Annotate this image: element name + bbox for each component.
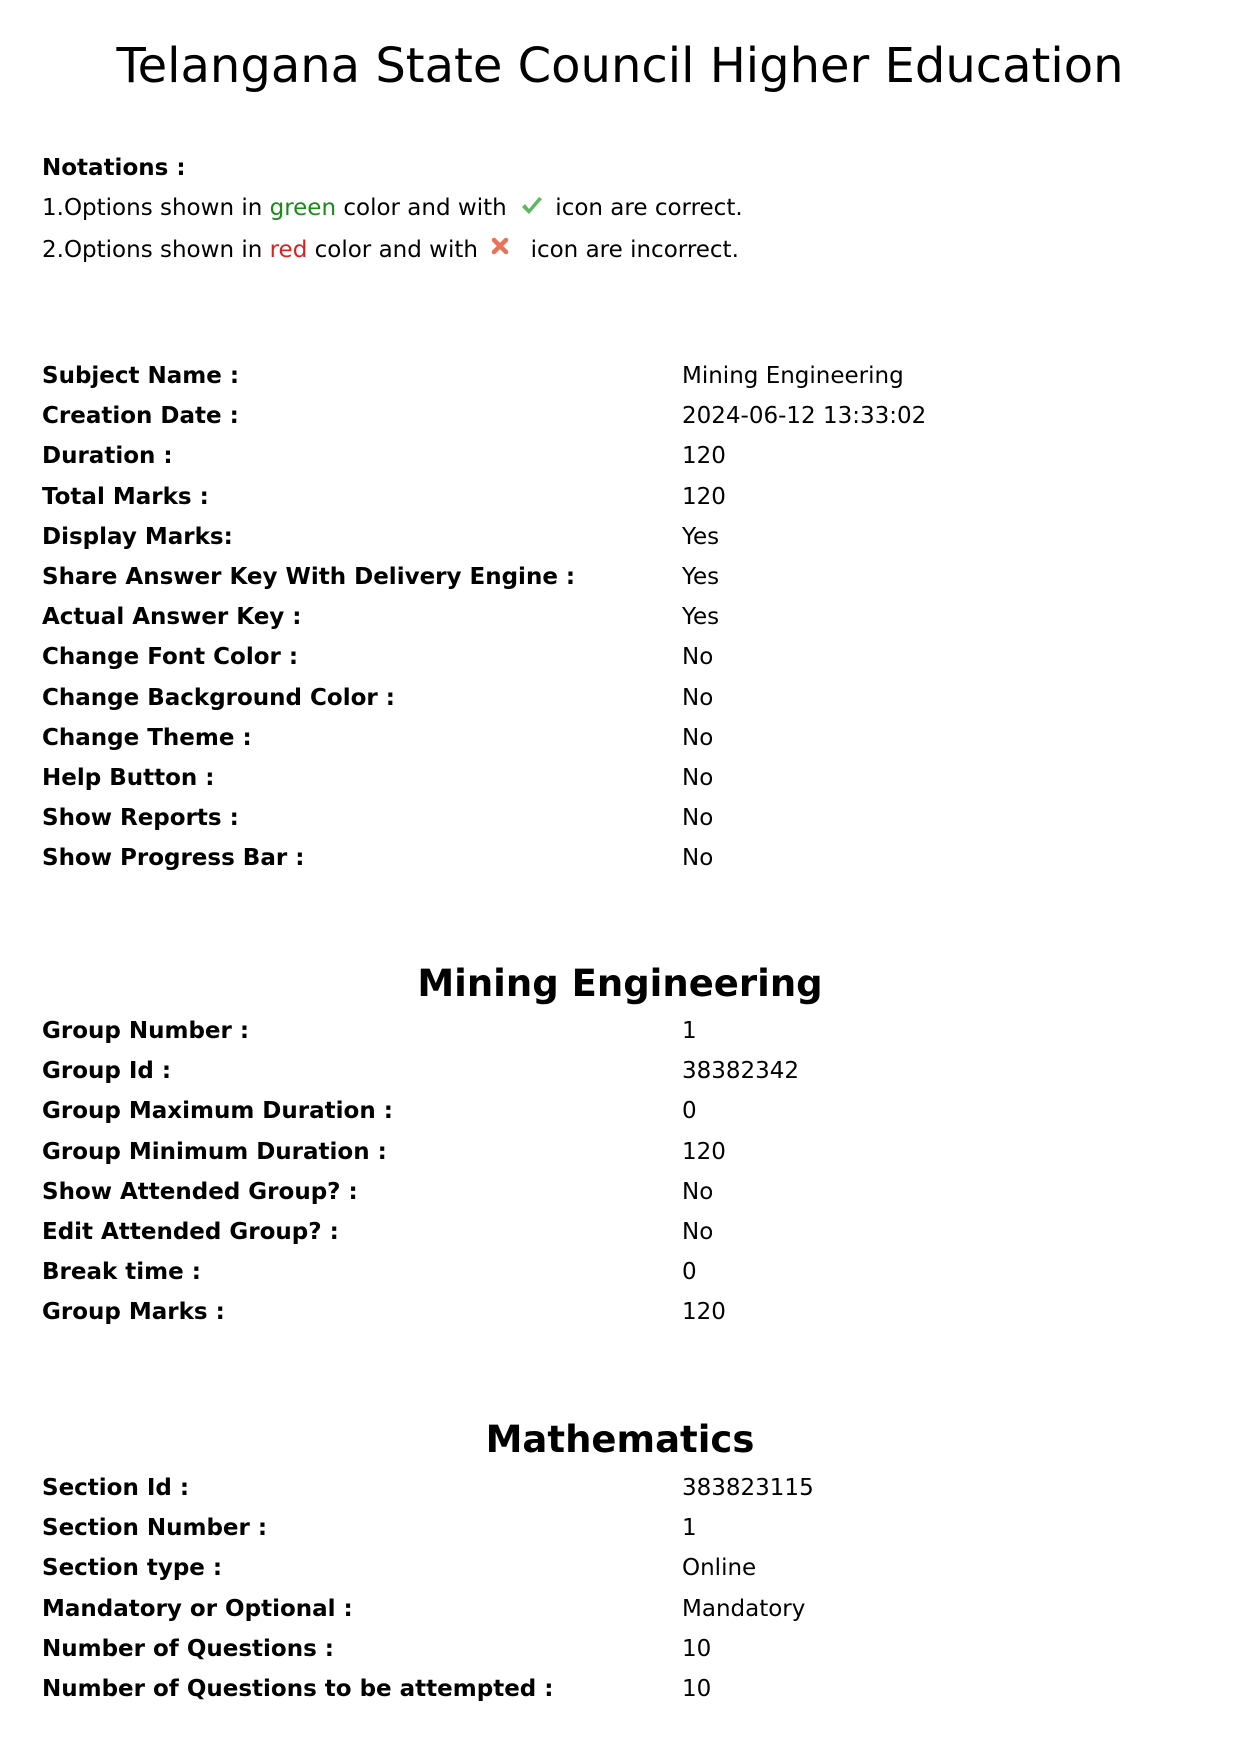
info-row [42, 1508, 1198, 1548]
info-label: Share Answer Key With Delivery Engine : [42, 564, 576, 591]
info-label: Group Maximum Duration : [42, 1098, 393, 1125]
info-value: Online [682, 1555, 757, 1582]
info-row [42, 1132, 1198, 1172]
info-value: 1 [682, 1515, 697, 1542]
info-row [42, 1548, 1198, 1588]
info-label: Break time : [42, 1259, 201, 1286]
info-value: No [682, 1219, 714, 1246]
info-value: 120 [682, 1138, 726, 1165]
info-label: Change Font Color : [42, 644, 299, 671]
info-row [42, 396, 1198, 436]
info-row [42, 1669, 1198, 1709]
info-label: Section type : [42, 1555, 223, 1582]
info-label: Number of Questions : [42, 1635, 334, 1662]
info-label: Duration : [42, 443, 173, 470]
info-value: No [682, 724, 714, 751]
info-row [42, 637, 1198, 677]
info-label: Mandatory or Optional : [42, 1595, 353, 1622]
info-value: 0 [682, 1098, 697, 1125]
info-row [42, 477, 1198, 517]
notation-text: color and with [336, 195, 514, 221]
info-row [42, 1468, 1198, 1508]
group-title: Mining Engineering [417, 962, 823, 1005]
group-info-table [42, 1011, 1198, 1333]
notation-text: 2.Options shown in [42, 237, 270, 263]
info-row [42, 1292, 1198, 1332]
info-value: No [682, 644, 714, 671]
info-value: 120 [682, 483, 726, 510]
info-value: No [682, 684, 714, 711]
notations-block [42, 148, 743, 270]
info-value: Yes [682, 564, 720, 591]
info-row [42, 517, 1198, 557]
info-value: Mining Engineering [682, 363, 904, 390]
notation-incorrect-line [42, 228, 743, 270]
info-label: Edit Attended Group? : [42, 1219, 339, 1246]
info-value: No [682, 764, 714, 791]
info-label: Group Minimum Duration : [42, 1138, 387, 1165]
info-label: Subject Name : [42, 363, 240, 390]
info-label: Section Id : [42, 1475, 190, 1502]
info-value: 120 [682, 1299, 726, 1326]
info-value: No [682, 845, 714, 872]
info-label: Change Theme : [42, 724, 252, 751]
info-label: Show Progress Bar : [42, 845, 305, 872]
info-row [42, 1172, 1198, 1212]
info-label: Help Button : [42, 764, 215, 791]
info-value: Mandatory [682, 1595, 806, 1622]
info-row [42, 1629, 1198, 1669]
info-row [42, 436, 1198, 476]
info-row [42, 1011, 1198, 1051]
info-value: 2024-06-12 13:33:02 [682, 403, 927, 430]
section-info-table [42, 1468, 1198, 1709]
info-row [42, 597, 1198, 637]
info-value: 1 [682, 1018, 697, 1045]
info-label: Group Number : [42, 1018, 250, 1045]
info-value: 120 [682, 443, 726, 470]
info-value: 38382342 [682, 1058, 800, 1085]
info-label: Total Marks : [42, 483, 209, 510]
page-title: Telangana State Council Higher Education [116, 38, 1124, 94]
cross-icon [491, 228, 515, 252]
info-label: Display Marks: [42, 523, 233, 550]
section-title: Mathematics [485, 1418, 755, 1461]
notation-text: 1.Options shown in [42, 195, 270, 221]
info-label: Section Number : [42, 1515, 268, 1542]
info-value: 10 [682, 1635, 712, 1662]
info-row [42, 798, 1198, 838]
info-row [42, 1252, 1198, 1292]
green-color-word: green [269, 195, 337, 221]
info-label: Group Id : [42, 1058, 172, 1085]
info-row [42, 356, 1198, 396]
info-value: 10 [682, 1676, 712, 1703]
info-row [42, 557, 1198, 597]
notations-heading: Notations : [42, 155, 186, 181]
info-label: Creation Date : [42, 403, 239, 430]
info-row [42, 1091, 1198, 1131]
info-row [42, 718, 1198, 758]
info-row [42, 1589, 1198, 1629]
info-label: Show Attended Group? : [42, 1178, 358, 1205]
notation-correct-line [42, 188, 743, 228]
notation-text: icon are correct. [548, 195, 743, 221]
info-value: No [682, 805, 714, 832]
info-label: Number of Questions to be attempted : [42, 1676, 554, 1703]
info-label: Group Marks : [42, 1299, 225, 1326]
notation-text: icon are incorrect. [523, 237, 739, 263]
info-value: 0 [682, 1259, 697, 1286]
check-icon [520, 191, 544, 215]
info-label: Show Reports : [42, 805, 239, 832]
info-value: 383823115 [682, 1475, 814, 1502]
info-row [42, 678, 1198, 718]
info-row [42, 838, 1198, 878]
info-label: Actual Answer Key : [42, 604, 302, 631]
info-row [42, 1212, 1198, 1252]
subject-info-table [42, 356, 1198, 878]
info-value: Yes [682, 604, 720, 631]
info-value: No [682, 1178, 714, 1205]
info-label: Change Background Color : [42, 684, 395, 711]
info-row [42, 758, 1198, 798]
info-value: Yes [682, 523, 720, 550]
notation-text: color and with [307, 237, 486, 263]
red-color-word: red [269, 237, 308, 263]
info-row [42, 1051, 1198, 1091]
